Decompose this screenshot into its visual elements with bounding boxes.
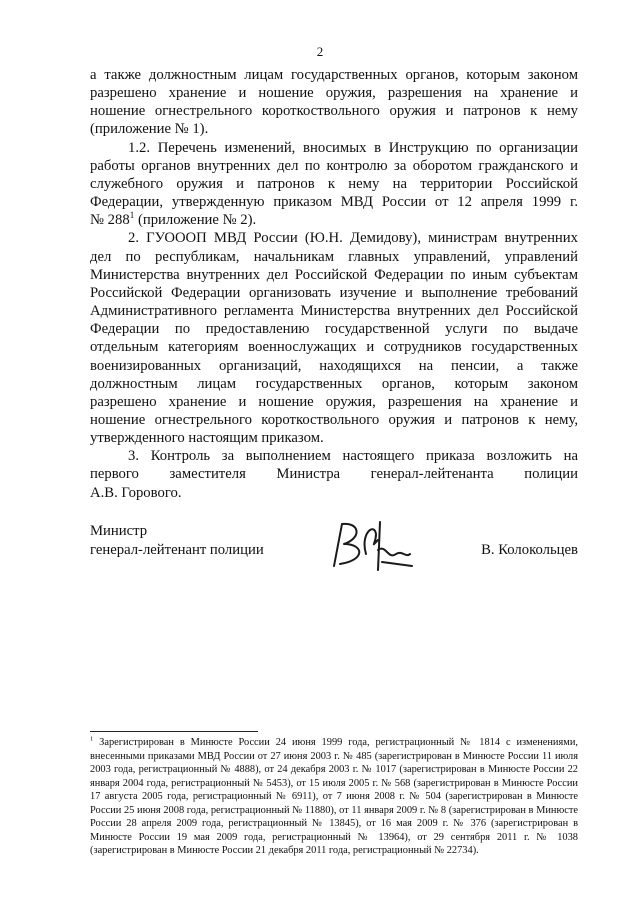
text-line: Федерации, утвержденную приказом МВД России от 12 апреля 1999 г.: [90, 194, 578, 211]
handwritten-signature: [322, 514, 422, 576]
text-line: утвержденного настоящим приказом.: [90, 430, 324, 447]
footnote-separator: [90, 731, 258, 732]
signatory-title: [90, 522, 264, 559]
paragraph-continuation: [90, 66, 578, 139]
text-line: разрешено хранение и ношение оружия, разрешения на хранение и: [90, 393, 578, 410]
text-line: Российской Федерации организовать изучение и выполнение требований: [90, 284, 578, 301]
paragraph-1-2: [90, 139, 578, 230]
footnote-ref[interactable]: 1: [129, 210, 135, 221]
text-line: разрешено хранение и ношение оружия, разрешения на хранение и: [90, 85, 578, 102]
page-number: 2: [316, 44, 324, 59]
footnote-text: Зарегистрирован в Минюсте России 24 июня 1999 года, регистрационный № 1814 с изменениями, внесенными приказами МВД России от 27 июня 2003 г. № 485 (зарегистрирован в Минюсте России 11 июля 2003 года, регистрационный № 4888), от 24 декабря 2003 г. № 1017 (зарегистрирован в Минюсте России 22 января 2004 года, регистрационный № 5453), от 15 июля 2005 г. № 568 (зарегистрирован в Минюсте России 17 августа 2005 года, регистрационный № 6911), от 7 июня 2008 г. № 504 (зарегистрирован в Минюсте России 25 июня 2008 года, регистрационный № 11880), от 11 января 2009 г. № 8 (зарегистрирован в Минюсте России 28 апреля 2009 года, регистрационный № 13845), от 16 мая 2009 г. № 376 (зарегистрирован в Минюсте России 19 мая 2009 года, регистрационный № 13964), от 29 сентября 2011 г. № 1038 (зарегистрирован в Минюсте России 21 декабря 2011 года, регистрационный № 22734).: [90, 737, 579, 856]
text-line: [90, 211, 578, 229]
text-line: первого заместителя Министра генерал-лейтенанта полиции: [90, 466, 578, 483]
text-line: служебного оружия и патронов к нему на территории Российской: [90, 175, 578, 192]
text-line: А.В. Горового.: [90, 484, 182, 501]
signatory-position: Министр: [90, 523, 148, 539]
text-line: Административного регламента Министерства внутренних дел Российской: [90, 303, 578, 320]
text-line: ношение огнестрельного короткоствольного оружия и патронов к нему,: [90, 411, 578, 428]
body-text: [90, 66, 578, 502]
text-line: должностным лицам государственных органов, которым законом: [90, 375, 578, 392]
footnote: [90, 736, 578, 858]
order-number: № 288: [90, 212, 130, 229]
text-line: ношение огнестрельного короткоствольного оружия и патронов к нему: [90, 103, 578, 120]
text-line: 1.2. Перечень изменений, вносимых в Инструкцию по организации: [128, 139, 578, 156]
paragraph-3: [90, 447, 578, 501]
text-line: а также должностным лицам государственных органов, которым законом: [90, 67, 578, 83]
text-line: работы органов внутренних дел по контролю за оборотом гражданского и: [90, 157, 578, 174]
signature-block: [90, 522, 578, 592]
text-line: дел по республикам, начальникам главных управлений, управлений: [90, 248, 578, 265]
text-line: Министерства внутренних дел Российской Федерации по иным субъектам: [90, 266, 578, 283]
text-line: 3. Контроль за выполнением настоящего приказа возложить на: [128, 448, 578, 465]
text-line: отдельным категориям военнослужащих и сотрудников государственных: [90, 339, 578, 356]
text-line: военизированных организаций, находящихся на пенсии, а также: [90, 357, 578, 374]
footnote-marker: 1: [90, 735, 94, 743]
text-line: Федерации по предоставлению государственной услуги по выдаче: [90, 321, 578, 338]
text-line: 2. ГУОООП МВД России (Ю.Н. Демидову), министрам внутренних: [128, 230, 578, 247]
signatory-rank: генерал-лейтенант полиции: [90, 541, 264, 558]
appendix-ref: (приложение № 2).: [134, 212, 257, 229]
signatory-name: В. Колокольцев: [481, 541, 578, 558]
text-line: (приложение № 1).: [90, 121, 209, 138]
paragraph-2: [90, 229, 578, 447]
